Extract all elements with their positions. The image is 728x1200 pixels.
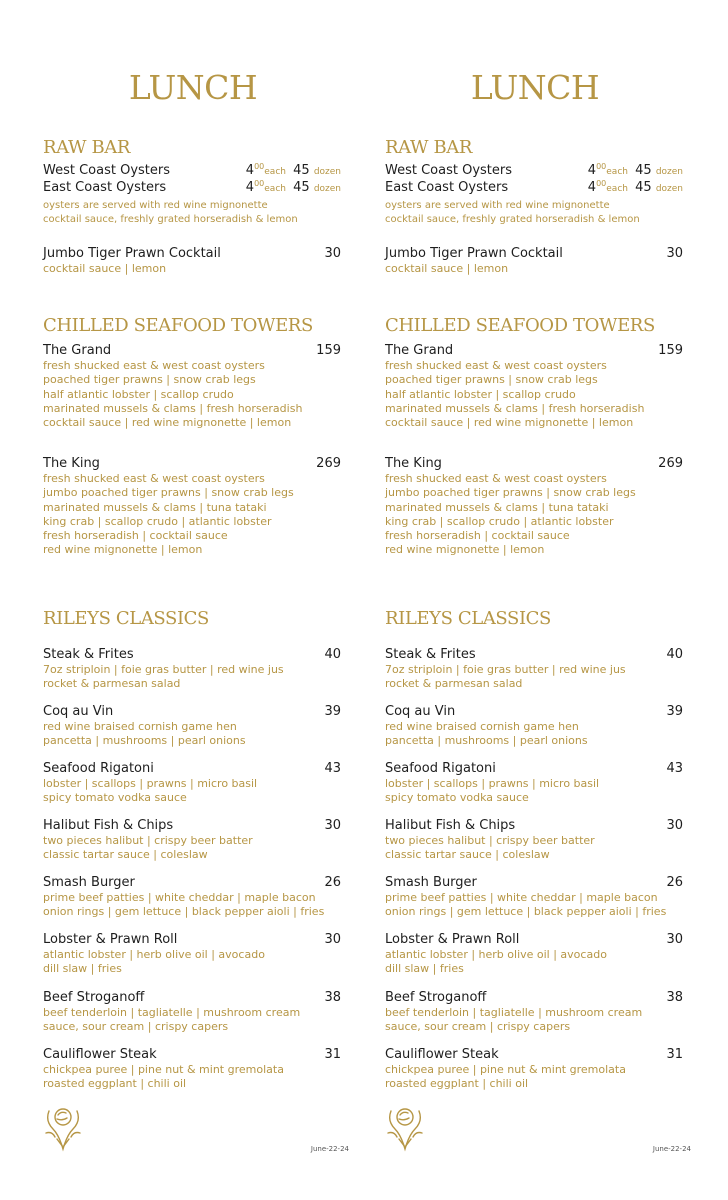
- item-name: Beef Stroganoff: [385, 990, 487, 1005]
- menu-item-seafood-rigatoni: Seafood Rigatoni 43 lobster | scallops | prawns | micro basil spicy tomato vodka sauce: [385, 761, 683, 805]
- item-price: 159: [316, 343, 341, 358]
- item-name: Coq au Vin: [385, 704, 456, 719]
- section-heading-rileys-classics: RILEYS CLASSICS: [43, 608, 209, 629]
- page-title: LUNCH: [128, 68, 258, 107]
- item-price: 30: [666, 932, 683, 947]
- page-title: LUNCH: [470, 68, 600, 107]
- section-heading-seafood-towers: CHILLED SEAFOOD TOWERS: [43, 315, 313, 336]
- item-price: 30: [324, 818, 341, 833]
- item-name: Seafood Rigatoni: [385, 761, 496, 776]
- item-price: $4^{00}each$ 45 dozen: [587, 162, 683, 178]
- menu-item-jumbo-tiger-prawn-cocktail: [43, 246, 341, 276]
- item-price: 269: [316, 456, 341, 471]
- item-price: 159: [658, 343, 683, 358]
- menu-item-jumbo-tiger-prawn-cocktail: [385, 246, 683, 276]
- item-name: Cauliflower Steak: [43, 1047, 157, 1062]
- item-name: The King: [385, 456, 442, 471]
- menu-item-smash-burger: Smash Burger 26 prime beef patties | white cheddar | maple bacon onion rings | gem lettuce | black pepper aioli | fries: [43, 875, 341, 919]
- menu-item-halibut-fish-chips: Halibut Fish & Chips 30 two pieces halibut | crispy beer batter classic tartar sauce | coleslaw: [385, 818, 683, 862]
- oyster-note: oysters are served with red wine mignonette cocktail sauce, freshly grated horseradish & lemon: [385, 200, 640, 226]
- item-description: cocktail sauce | lemon: [385, 262, 509, 275]
- menu-page-left: [43, 0, 349, 1200]
- item-description: cocktail sauce | lemon: [43, 262, 167, 275]
- item-price: 38: [666, 990, 683, 1005]
- menu-item-east-coast-oysters: [385, 179, 683, 196]
- menu-item-east-coast-oysters: [43, 179, 341, 196]
- menu-item-west-coast-oysters: [43, 162, 341, 179]
- item-name: Steak & Frites: [43, 647, 134, 662]
- item-price: 31: [324, 1047, 341, 1062]
- item-name: East Coast Oysters: [43, 180, 167, 195]
- menu-item-the-king: The King 269 fresh shucked east & west coast oysters jumbo poached tiger prawns | snow crab legs marinated mussels & clams | tuna tataki king crab | scallop crudo | atlantic lobster fresh horseradish | cocktail sauce red wine mignonette | lemon: [43, 456, 341, 557]
- item-price: 43: [324, 761, 341, 776]
- item-price: 30: [324, 932, 341, 947]
- item-price: 39: [666, 704, 683, 719]
- item-price: 43: [666, 761, 683, 776]
- menu-item-beef-stroganoff: Beef Stroganoff 38 beef tenderloin | tagliatelle | mushroom cream sauce, sour cream | crispy capers: [43, 990, 341, 1034]
- menu-item-west-coast-oysters: [385, 162, 683, 179]
- menu-item-the-grand: The Grand 159 fresh shucked east & west coast oysters poached tiger prawns | snow crab legs half atlantic lobster | scallop crudo marinated mussels & clams | fresh horseradish cocktail sauce | red wine mignonette | lemon: [385, 343, 683, 430]
- item-price: 39: [324, 704, 341, 719]
- menu-item-halibut-fish-chips: Halibut Fish & Chips 30 two pieces halibut | crispy beer batter classic tartar sauce | coleslaw: [43, 818, 341, 862]
- item-price: 38: [324, 990, 341, 1005]
- item-name: The Grand: [385, 343, 454, 358]
- section-heading-seafood-towers: CHILLED SEAFOOD TOWERS: [385, 315, 655, 336]
- item-name: Lobster & Prawn Roll: [385, 932, 520, 947]
- item-name: Seafood Rigatoni: [43, 761, 154, 776]
- item-price: $4^{00}each$ 45 dozen: [245, 162, 341, 178]
- item-name: East Coast Oysters: [385, 180, 509, 195]
- menu-item-steak-frites: Steak & Frites 40 7oz striploin | foie gras butter | red wine jus rocket & parmesan salad: [385, 647, 683, 691]
- item-name: Jumbo Tiger Prawn Cocktail: [43, 246, 221, 261]
- item-price: $4^{00}each$ 45 dozen: [245, 179, 341, 195]
- oyster-note: oysters are served with red wine mignonette cocktail sauce, freshly grated horseradish & lemon: [43, 200, 298, 226]
- item-name: Coq au Vin: [43, 704, 114, 719]
- crab-bull-logo-icon: [43, 1103, 83, 1153]
- menu-item-cauliflower-steak: Cauliflower Steak 31 chickpea puree | pine nut & mint gremolata roasted eggplant | chili oil: [385, 1047, 683, 1091]
- item-name: Smash Burger: [385, 875, 477, 890]
- menu-page-right: [385, 0, 691, 1200]
- item-name: Cauliflower Steak: [385, 1047, 499, 1062]
- print-date: June-22-24: [310, 1145, 349, 1153]
- menu-item-smash-burger: Smash Burger 26 prime beef patties | white cheddar | maple bacon onion rings | gem lettuce | black pepper aioli | fries: [385, 875, 683, 919]
- menu-item-coq-au-vin: Coq au Vin 39 red wine braised cornish game hen pancetta | mushrooms | pearl onions: [43, 704, 341, 748]
- section-heading-raw-bar: RAW BAR: [43, 137, 131, 158]
- item-price: 31: [666, 1047, 683, 1062]
- menu-item-steak-frites: Steak & Frites 40 7oz striploin | foie gras butter | red wine jus rocket & parmesan salad: [43, 647, 341, 691]
- item-name: West Coast Oysters: [43, 163, 171, 178]
- item-name: Lobster & Prawn Roll: [43, 932, 178, 947]
- item-name: Jumbo Tiger Prawn Cocktail: [385, 246, 563, 261]
- menu-item-coq-au-vin: Coq au Vin 39 red wine braised cornish game hen pancetta | mushrooms | pearl onions: [385, 704, 683, 748]
- item-name: Halibut Fish & Chips: [43, 818, 174, 833]
- item-name: Beef Stroganoff: [43, 990, 145, 1005]
- item-name: West Coast Oysters: [385, 163, 513, 178]
- menu-item-seafood-rigatoni: Seafood Rigatoni 43 lobster | scallops | prawns | micro basil spicy tomato vodka sauce: [43, 761, 341, 805]
- section-heading-rileys-classics: RILEYS CLASSICS: [385, 608, 551, 629]
- item-price: 30: [666, 246, 683, 261]
- item-price: $4^{00}each$ 45 dozen: [587, 179, 683, 195]
- menu-item-the-king: The King 269 fresh shucked east & west coast oysters jumbo poached tiger prawns | snow crab legs marinated mussels & clams | tuna tataki king crab | scallop crudo | atlantic lobster fresh horseradish | cocktail sauce red wine mignonette | lemon: [385, 456, 683, 557]
- item-price: 40: [666, 647, 683, 662]
- menu-item-cauliflower-steak: Cauliflower Steak 31 chickpea puree | pine nut & mint gremolata roasted eggplant | chili oil: [43, 1047, 341, 1091]
- menu-item-beef-stroganoff: Beef Stroganoff 38 beef tenderloin | tagliatelle | mushroom cream sauce, sour cream | crispy capers: [385, 990, 683, 1034]
- menu-item-lobster-prawn-roll: Lobster & Prawn Roll 30 atlantic lobster | herb olive oil | avocado dill slaw | fries: [385, 932, 683, 976]
- item-price: 30: [324, 246, 341, 261]
- crab-bull-logo-icon: [385, 1103, 425, 1153]
- item-price: 26: [324, 875, 341, 890]
- item-name: Halibut Fish & Chips: [385, 818, 516, 833]
- menu-item-lobster-prawn-roll: Lobster & Prawn Roll 30 atlantic lobster | herb olive oil | avocado dill slaw | fries: [43, 932, 341, 976]
- item-price: 40: [324, 647, 341, 662]
- print-date: June-22-24: [652, 1145, 691, 1153]
- item-price: 269: [658, 456, 683, 471]
- item-name: Steak & Frites: [385, 647, 476, 662]
- item-price: 26: [666, 875, 683, 890]
- item-name: The King: [43, 456, 100, 471]
- menu-item-the-grand: The Grand 159 fresh shucked east & west coast oysters poached tiger prawns | snow crab legs half atlantic lobster | scallop crudo marinated mussels & clams | fresh horseradish cocktail sauce | red wine mignonette | lemon: [43, 343, 341, 430]
- item-name: Smash Burger: [43, 875, 135, 890]
- item-name: The Grand: [43, 343, 112, 358]
- section-heading-raw-bar: RAW BAR: [385, 137, 473, 158]
- item-price: 30: [666, 818, 683, 833]
